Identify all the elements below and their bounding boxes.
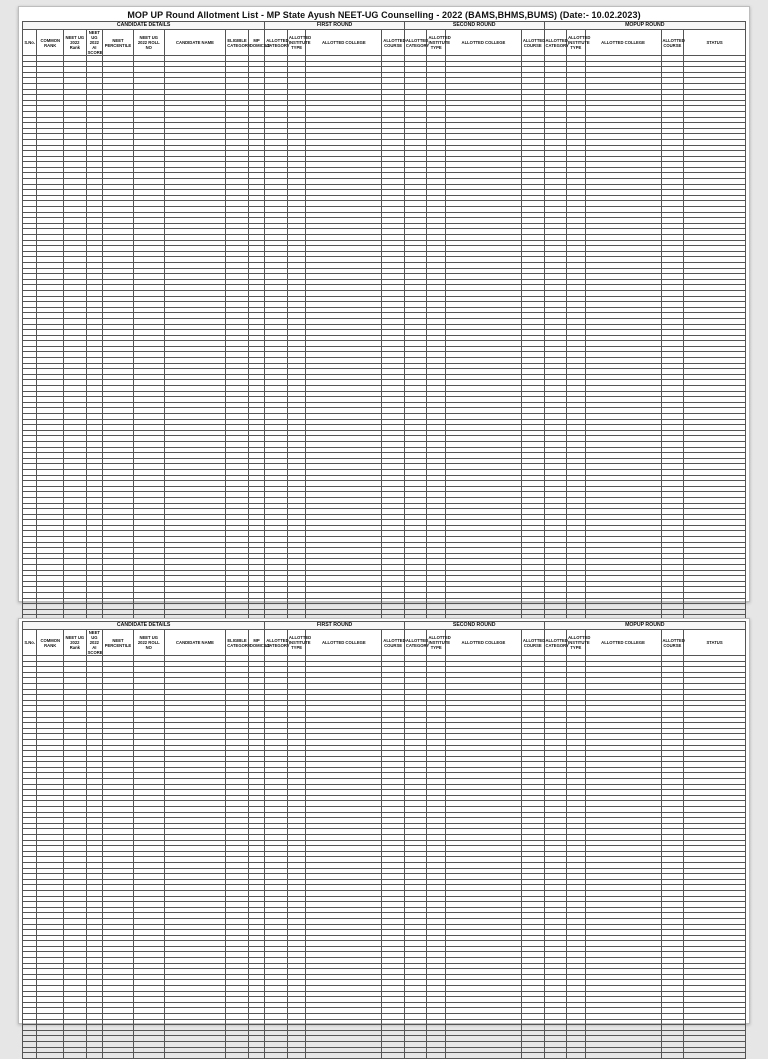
column-header: ELIGIBLE CATEGORY: [226, 630, 249, 656]
column-header: ELIGIBLE CATEGORY: [226, 30, 249, 56]
table-cell: [23, 1053, 37, 1059]
table-cell: [287, 1053, 305, 1059]
column-header: STATUS: [684, 630, 746, 656]
column-header: NEET PERCENTILE: [103, 630, 134, 656]
column-header: NEET UG 2022 ROLL NO: [133, 630, 164, 656]
column-header-row: [23, 630, 746, 656]
column-header: ALLOTTED INSTITUTE TYPE: [427, 630, 445, 656]
table-cell: [226, 1053, 249, 1059]
section-candidate: CANDIDATE DETAILS: [23, 22, 265, 30]
column-header: ALLOTTED COLLEGE: [306, 30, 382, 56]
column-header: COMMON RANK: [37, 630, 64, 656]
column-header: S.No.: [23, 630, 37, 656]
table-cell: [306, 1053, 382, 1059]
column-header: ALLOTTED COURSE: [661, 630, 684, 656]
section-candidate: CANDIDATE DETAILS: [23, 622, 265, 630]
column-header: ALLOTTED INSTITUTE TYPE: [287, 630, 305, 656]
table-cell: [265, 1053, 288, 1059]
column-header: CANDIDATE NAME: [164, 30, 226, 56]
column-header: CANDIDATE NAME: [164, 630, 226, 656]
table-cell: [382, 1053, 405, 1059]
column-header: ALLOTTED CATEGORY: [544, 630, 567, 656]
column-header: ALLOTTED INSTITUTE TYPE: [567, 630, 585, 656]
column-header: ALLOTTED CATEGORY: [404, 630, 427, 656]
column-header: ALLOTTED COURSE: [661, 30, 684, 56]
document-page-1: [18, 6, 750, 602]
column-header: ALLOTTED COURSE: [521, 630, 544, 656]
allotment-table-page-2: [22, 621, 746, 1059]
column-header: ALLOTTED COLLEGE: [445, 30, 521, 56]
section-mopup-round: MOPUP ROUND: [544, 22, 745, 30]
column-header: ALLOTTED CATEGORY: [265, 30, 288, 56]
column-header: ALLOTTED COURSE: [521, 30, 544, 56]
section-header-row: [23, 22, 746, 30]
column-header: NEET UG 2022 Rank: [64, 30, 87, 56]
table-cell: [64, 1053, 87, 1059]
column-header: ALLOTTED COLLEGE: [306, 630, 382, 656]
column-header: ALLOTTED CATEGORY: [544, 30, 567, 56]
table-row: [23, 1053, 746, 1059]
table-cell: [684, 1053, 746, 1059]
column-header: ALLOTTED COLLEGE: [445, 630, 521, 656]
section-second-round: SECOND ROUND: [404, 22, 544, 30]
table-cell: [544, 1053, 567, 1059]
column-header: NEET UG 2022 AI SCORE: [87, 630, 103, 655]
table-cell: [521, 1053, 544, 1059]
section-first-round: FIRST ROUND: [265, 622, 405, 630]
column-header: ALLOTTED COURSE: [382, 630, 405, 656]
column-header: MP DOMICILE: [248, 630, 264, 656]
table-cell: [404, 1053, 427, 1059]
section-header-row: [23, 622, 746, 630]
column-header: S.No.: [23, 30, 37, 56]
column-header: STATUS: [684, 30, 746, 56]
column-header: MP DOMICILE: [248, 30, 264, 56]
table-cell: [103, 1053, 134, 1059]
table-cell: [248, 1053, 264, 1059]
column-header: ALLOTTED INSTITUTE TYPE: [287, 30, 305, 56]
column-header: NEET UG 2022 AI SCORE: [87, 30, 103, 55]
column-header: NEET PERCENTILE: [103, 30, 134, 56]
column-header: ALLOTTED COLLEGE: [585, 30, 661, 56]
column-header: ALLOTTED INSTITUTE TYPE: [567, 30, 585, 56]
column-header: COMMON RANK: [37, 30, 64, 56]
table-cell: [585, 1053, 661, 1059]
column-header-row: [23, 30, 746, 56]
table-cell: [445, 1053, 521, 1059]
table-cell: [86, 1053, 102, 1059]
table-cell: [427, 1053, 445, 1059]
table-cell: [164, 1053, 226, 1059]
column-header: NEET UG 2022 ROLL NO: [133, 30, 164, 56]
column-header: ALLOTTED COLLEGE: [585, 630, 661, 656]
table-cell: [37, 1053, 64, 1059]
table-cell: [661, 1053, 684, 1059]
table-cell: [133, 1053, 164, 1059]
column-header: ALLOTTED CATEGORY: [265, 630, 288, 656]
section-first-round: FIRST ROUND: [265, 22, 405, 30]
section-mopup-round: MOPUP ROUND: [544, 622, 745, 630]
column-header: ALLOTTED COURSE: [382, 30, 405, 56]
table-cell: [567, 1053, 585, 1059]
column-header: ALLOTTED CATEGORY: [404, 30, 427, 56]
section-second-round: SECOND ROUND: [404, 622, 544, 630]
page-title: MOP UP Round Allotment List - MP State Ayush NEET-UG Counselling - 2022 (BAMS,BHMS,BUMS) (Date:- 10.02.2023): [127, 10, 641, 20]
allotment-table-page-1: [22, 21, 746, 671]
document-page-2: [18, 618, 750, 1024]
column-header: NEET UG 2022 Rank: [64, 630, 87, 656]
column-header: ALLOTTED INSTITUTE TYPE: [427, 30, 445, 56]
